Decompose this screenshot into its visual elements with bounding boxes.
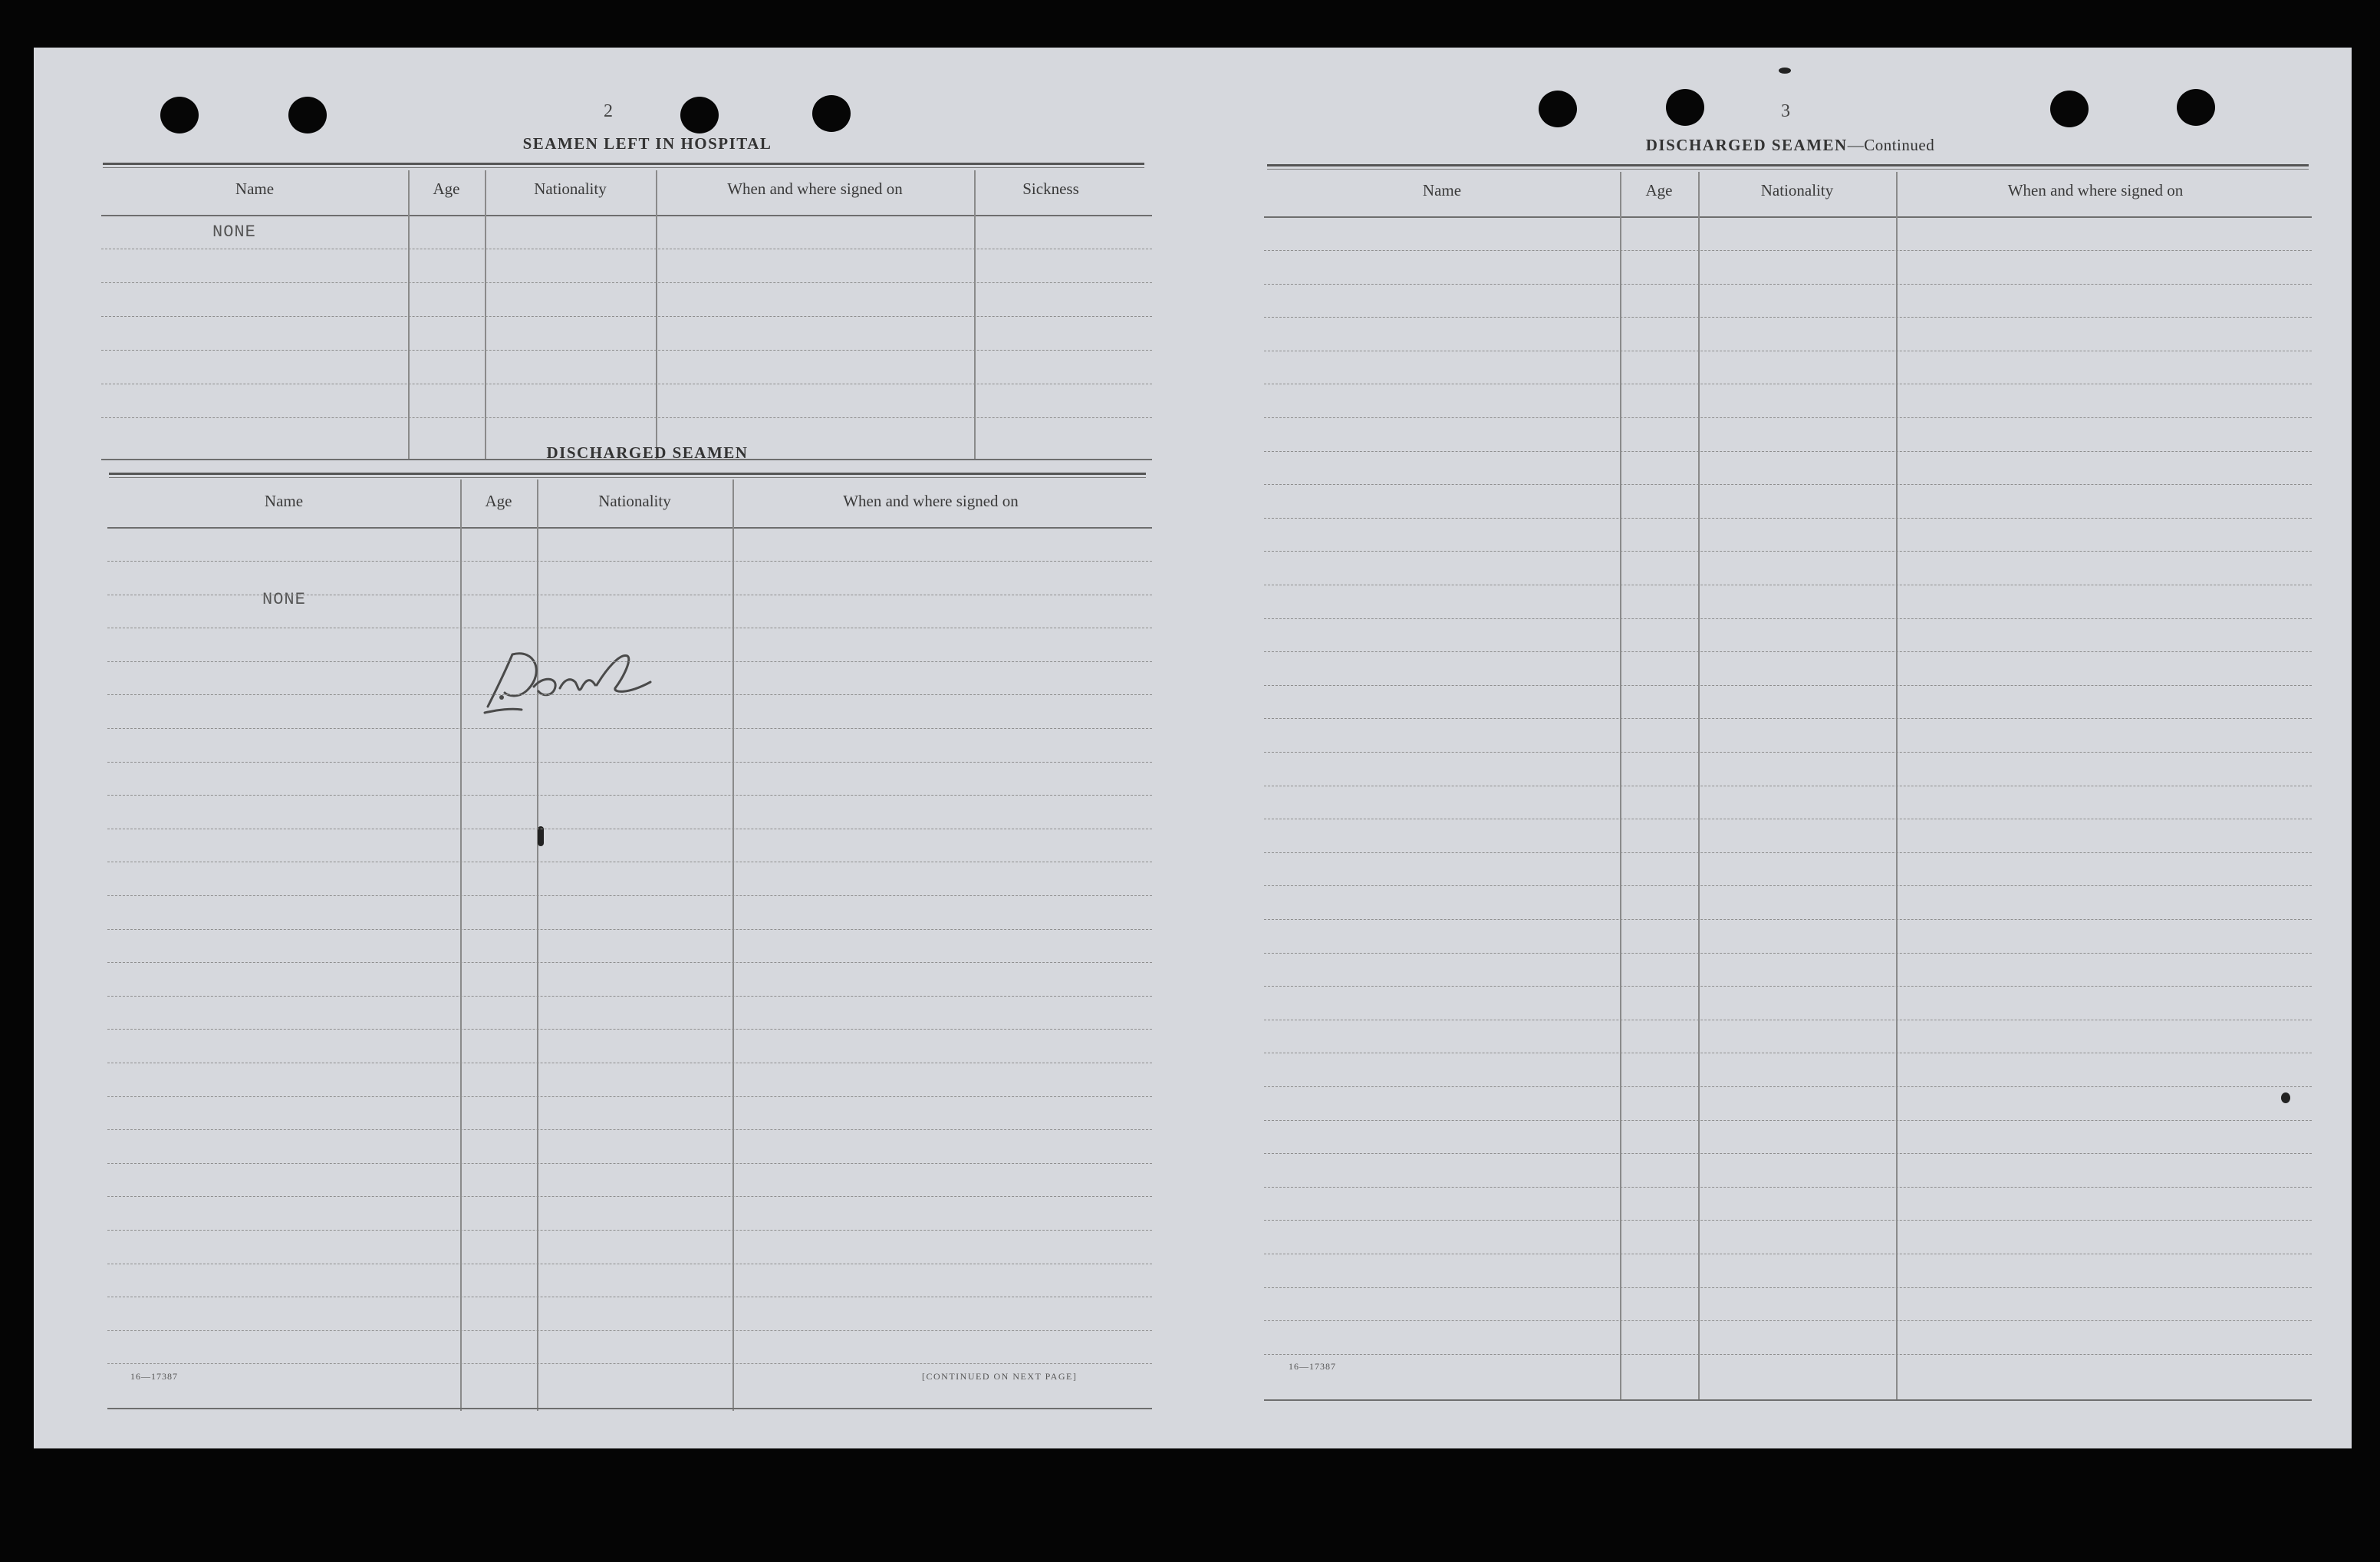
right-title-continued: —Continued	[1847, 136, 1935, 154]
column-header-signed-on: When and where signed on	[727, 180, 903, 198]
table-row	[1264, 1354, 2312, 1355]
column-header-sickness: Sickness	[1022, 180, 1079, 198]
column-rule	[656, 170, 657, 459]
column-rule	[1896, 172, 1898, 1401]
hospital-table	[101, 170, 1152, 468]
table-row	[1264, 284, 2312, 285]
table-row	[107, 1330, 1152, 1331]
table-row	[107, 1096, 1152, 1097]
table-row	[107, 561, 1152, 562]
ink-speck	[1779, 68, 1791, 74]
continued-footnote: [CONTINUED ON NEXT PAGE]	[922, 1371, 1078, 1382]
table-row	[1264, 1086, 2312, 1087]
table-row	[107, 694, 1152, 695]
table-row	[107, 962, 1152, 963]
column-header-nationality: Nationality	[534, 180, 607, 198]
form-number-left: 16—17387	[130, 1371, 178, 1382]
table-row	[101, 350, 1152, 351]
table-row	[101, 417, 1152, 418]
table-row	[1264, 317, 2312, 318]
column-header-age: Age	[485, 492, 512, 510]
table-row	[107, 1029, 1152, 1030]
table-row	[107, 762, 1152, 763]
table-bottom-rule	[1264, 1399, 2312, 1401]
table-row	[1264, 484, 2312, 485]
table-row	[107, 1363, 1152, 1364]
discharged-table	[107, 479, 1152, 1417]
table-row	[1264, 1287, 2312, 1288]
column-rule	[1620, 172, 1621, 1401]
table-row	[107, 795, 1152, 796]
table-row	[107, 1230, 1152, 1231]
punch-hole	[812, 95, 851, 132]
column-header-signed-on: When and where signed on	[2007, 181, 2184, 199]
punch-hole	[2177, 89, 2215, 126]
table-row	[1264, 1153, 2312, 1154]
table-row	[1264, 718, 2312, 719]
table-row	[1264, 885, 2312, 886]
ink-speck	[538, 826, 544, 846]
table-row	[1264, 518, 2312, 519]
table-row	[107, 728, 1152, 729]
right-title-text: DISCHARGED SEAMEN	[1645, 136, 1848, 154]
table-row	[107, 1196, 1152, 1197]
discharged-section-title: DISCHARGED SEAMEN	[546, 443, 749, 462]
punch-hole	[2050, 91, 2089, 127]
table-row	[1264, 451, 2312, 452]
punch-hole	[1539, 91, 1577, 127]
table-row	[107, 996, 1152, 997]
table-row	[1264, 250, 2312, 251]
column-rule	[408, 170, 410, 459]
column-rule	[732, 479, 734, 1411]
table-row	[107, 1163, 1152, 1164]
table-row	[1264, 618, 2312, 619]
document-sheet	[34, 48, 2352, 1448]
column-header-name: Name	[264, 492, 304, 510]
table-row	[1264, 986, 2312, 987]
table-row	[1264, 685, 2312, 686]
table-row	[107, 895, 1152, 896]
punch-hole	[288, 97, 327, 133]
typed-entry-none: NONE	[212, 222, 256, 242]
column-header-name: Name	[1422, 181, 1462, 199]
table-bottom-rule	[107, 1408, 1152, 1409]
table-row	[1264, 919, 2312, 920]
table-row	[1264, 953, 2312, 954]
hospital-section-title: SEAMEN LEFT IN HOSPITAL	[522, 134, 772, 153]
hospital-title-rule	[103, 163, 1144, 168]
table-row	[1264, 651, 2312, 652]
punch-hole	[680, 97, 719, 133]
right-title-rule	[1267, 164, 2309, 170]
table-row	[1264, 1220, 2312, 1221]
header-divider	[1264, 216, 2312, 218]
column-rule	[974, 170, 976, 459]
typed-entry-none: NONE	[262, 590, 306, 609]
table-row	[1264, 852, 2312, 853]
column-header-signed-on: When and where signed on	[843, 492, 1019, 510]
punch-hole	[160, 97, 199, 133]
table-row	[101, 316, 1152, 317]
table-row	[101, 282, 1152, 283]
column-rule	[1698, 172, 1700, 1401]
table-row	[107, 661, 1152, 662]
column-rule	[485, 170, 486, 459]
column-header-nationality: Nationality	[598, 492, 671, 510]
table-row	[1264, 417, 2312, 418]
column-rule	[460, 479, 462, 1411]
table-row	[1264, 1120, 2312, 1121]
table-row	[1264, 1187, 2312, 1188]
page-number-right: 3	[1781, 101, 1790, 121]
table-row	[107, 1129, 1152, 1130]
page-number-left: 2	[604, 101, 613, 121]
header-divider	[101, 215, 1152, 216]
right-section-title	[1614, 136, 1967, 155]
column-rule	[537, 479, 538, 1411]
table-row	[107, 929, 1152, 930]
handwritten-signature	[474, 642, 673, 727]
header-divider	[107, 527, 1152, 529]
column-header-nationality: Nationality	[1760, 181, 1834, 199]
column-header-age: Age	[433, 180, 460, 198]
punch-hole	[1666, 89, 1704, 126]
form-number-right: 16—17387	[1289, 1361, 1336, 1372]
table-row	[1264, 1320, 2312, 1321]
discharged-title-rule	[109, 473, 1146, 478]
column-header-age: Age	[1645, 181, 1673, 199]
table-row	[1264, 752, 2312, 753]
column-header-name: Name	[235, 180, 275, 198]
table-row	[1264, 551, 2312, 552]
discharged-continued-table	[1264, 172, 2312, 1404]
